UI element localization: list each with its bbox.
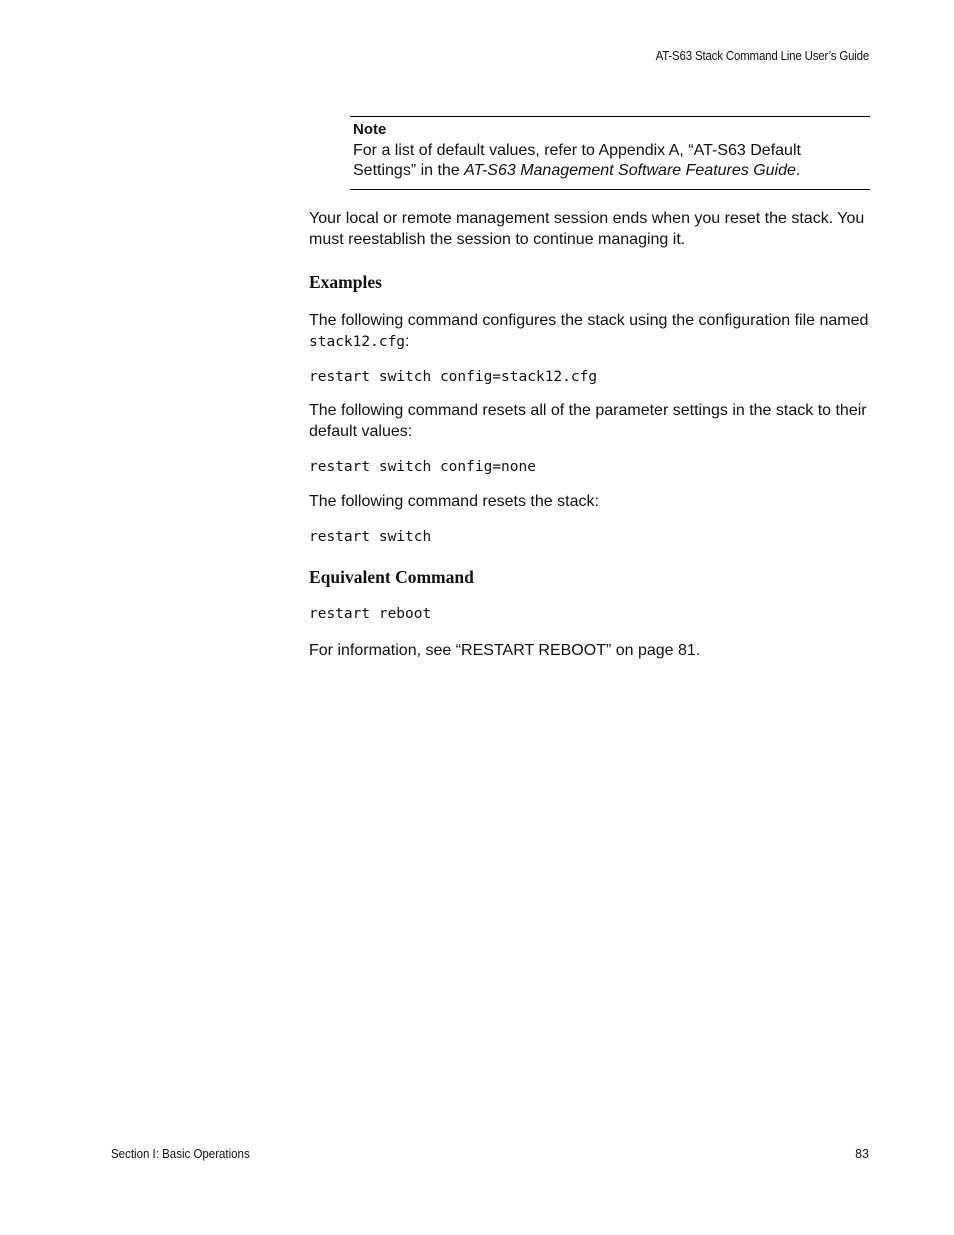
note-box [350, 116, 870, 190]
example2-command: restart switch config=none [309, 459, 536, 475]
example1-command: restart switch config=stack12.cfg [309, 369, 598, 385]
session-paragraph: Your local or remote management session ends when you reset the stack. You must reestablish the session to continue managing it. [309, 210, 865, 248]
note-text-end: . [795, 162, 801, 179]
example1-colon: : [405, 332, 410, 350]
equivalent-command-heading: Equivalent Command [309, 567, 474, 587]
example3-description: The following command resets the stack: [309, 493, 599, 510]
info-paragraph: For information, see “RESTART REBOOT” on page 81. [309, 642, 701, 659]
note-guide-title: AT-S63 Management Software Features Guide [464, 162, 796, 179]
note-text-start: For a list of default values, refer to Appendix A, “AT-S63 Default Settings” in the [353, 142, 801, 179]
page-number: 83 [855, 1147, 869, 1161]
example1-text: The following command configures the stack using the configuration file named [309, 312, 869, 329]
example3-command: restart switch [309, 529, 432, 545]
footer-section: Section I: Basic Operations [111, 1147, 250, 1161]
equivalent-command: restart reboot [309, 606, 432, 622]
example1-filename: stack12.cfg [309, 333, 406, 350]
example2-description: The following command resets all of the parameter settings in the stack to their default values: [309, 402, 867, 440]
running-header: AT-S63 Stack Command Line User’s Guide [655, 49, 869, 63]
note-text [353, 141, 863, 181]
example1-description [309, 311, 874, 352]
examples-heading: Examples [309, 272, 382, 292]
note-label: Note [353, 121, 387, 138]
